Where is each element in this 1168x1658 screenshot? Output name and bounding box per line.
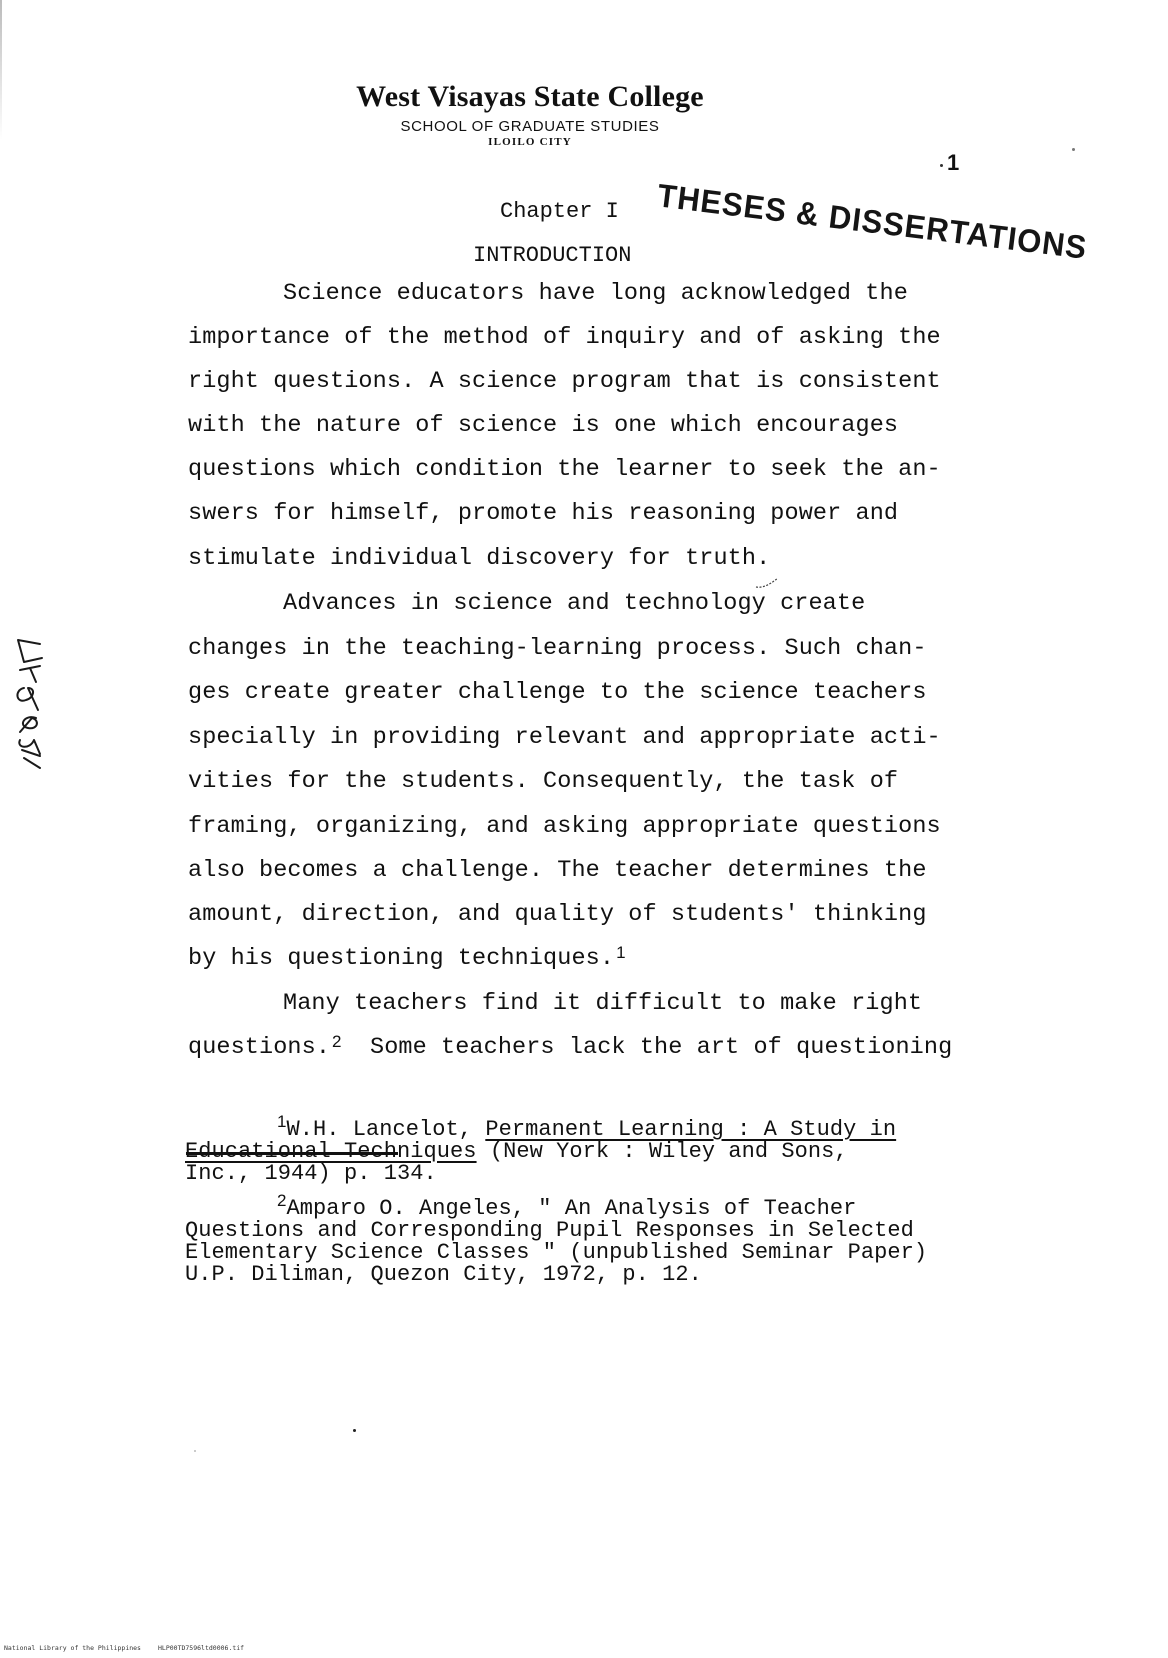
- section-title: INTRODUCTION: [473, 243, 632, 268]
- city-name: ILOILO CITY: [488, 136, 572, 148]
- body-line: Advances in science and technology create: [283, 590, 866, 617]
- handwritten-accession-number: [10, 636, 50, 776]
- body-line: importance of the method of inquiry and of asking the: [188, 324, 941, 351]
- footnote-title: Educational Techniques: [185, 1139, 477, 1164]
- scan-source: National Library of the Philippines: [4, 1644, 141, 1652]
- body-line-text: by his questioning techniques.: [188, 945, 615, 972]
- body-line-text: Some teachers lack the art of questioning: [341, 1034, 953, 1061]
- body-line: framing, organizing, and asking appropriate questions: [188, 813, 941, 840]
- body-line: amount, direction, and quality of students' thinking: [188, 901, 927, 928]
- footnote-1-line: Inc., 1944) p. 134.: [185, 1161, 437, 1186]
- body-line: specially in providing relevant and appropriate acti-: [188, 724, 941, 751]
- school-name: SCHOOL OF GRADUATE STUDIES: [400, 118, 660, 135]
- body-line: ges create greater challenge to the science teachers: [188, 679, 927, 706]
- body-line: [188, 1034, 952, 1061]
- footnote-2-line: U.P. Diliman, Quezon City, 1972, p. 12.: [185, 1262, 702, 1287]
- body-line: also becomes a challenge. The teacher determines the: [188, 857, 927, 884]
- footnote-2-line: Questions and Corresponding Pupil Responses in Selected: [185, 1218, 914, 1243]
- body-line: Many teachers find it difficult to make right: [283, 990, 923, 1017]
- body-line: stimulate individual discovery for truth.: [188, 545, 771, 572]
- footnote-mark: 2: [277, 1191, 287, 1210]
- footnote-2-line: Elementary Science Classes " (unpublished Seminar Paper): [185, 1240, 928, 1265]
- body-line: changes in the teaching-learning process. Such chan-: [188, 635, 927, 662]
- body-line: right questions. A science program that is consistent: [188, 368, 941, 395]
- scan-filename: HLP00TD7596ltd0006.tif: [158, 1644, 245, 1652]
- scan-speck: [194, 1450, 196, 1452]
- footnote-ref: 2: [332, 1032, 342, 1051]
- scan-speck: [1072, 148, 1075, 151]
- footnote-ref: 1: [616, 943, 626, 962]
- body-line: vities for the students. Consequently, the task of: [188, 768, 899, 795]
- body-line-text: questions.: [188, 1034, 331, 1061]
- footnote-mark: 1: [277, 1112, 287, 1131]
- footnote-title: Permanent Learning : A Study in: [485, 1117, 897, 1142]
- footnote-text: Amparo O. Angeles, " An Analysis of Teacher: [286, 1196, 857, 1221]
- scan-speck: [353, 1429, 356, 1432]
- footnote-author: W.H. Lancelot,: [286, 1117, 486, 1142]
- chapter-heading: Chapter I: [500, 199, 619, 224]
- body-line: questions which condition the learner to seek the an-: [188, 456, 941, 483]
- body-line: [188, 945, 626, 972]
- page-number: 1: [947, 150, 960, 175]
- pencil-tick-mark: [754, 576, 780, 590]
- body-line: with the nature of science is one which encourages: [188, 412, 899, 439]
- body-line: Science educators have long acknowledged the: [283, 280, 908, 307]
- theses-stamp: THESES & DISSERTATIONS: [655, 177, 1090, 267]
- body-line: swers for himself, promote his reasoning power and: [188, 500, 899, 527]
- page-number-dot: [940, 164, 943, 167]
- college-name: West Visayas State College: [356, 80, 704, 113]
- footnote-text: (New York : Wiley and Sons,: [476, 1139, 848, 1164]
